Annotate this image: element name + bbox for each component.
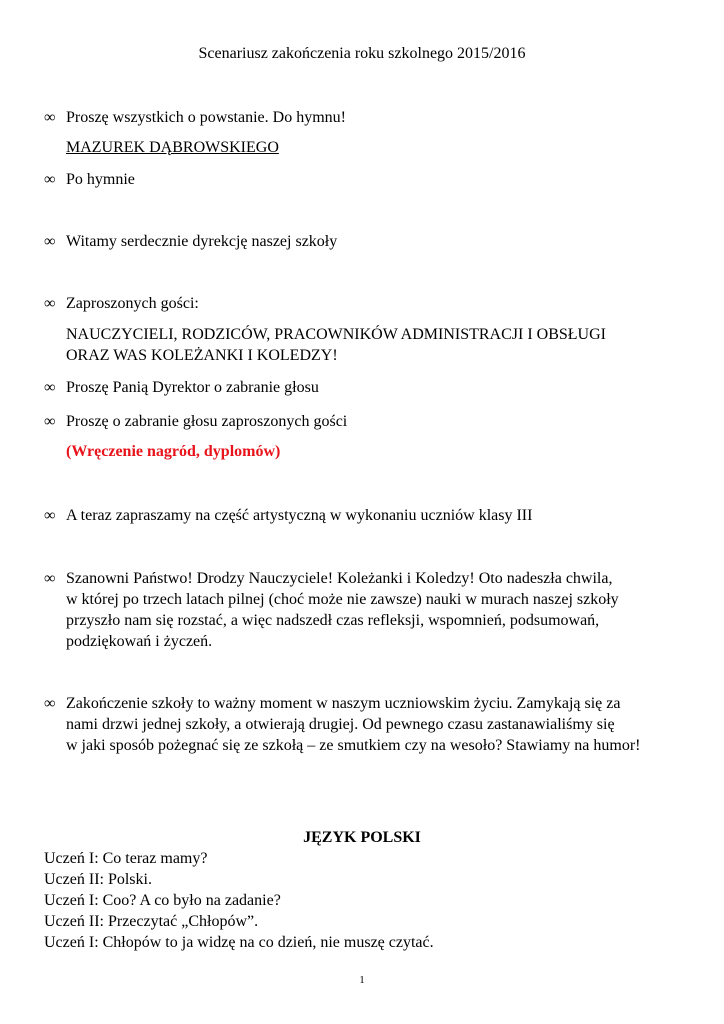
item-after-anthem: Po hymnie — [66, 171, 135, 188]
dialog-line: Uczeń II: Polski. — [44, 871, 152, 888]
guests-line: NAUCZYCIELI, RODZICÓW, PRACOWNIKÓW ADMINISTRACJI I OBSŁUGI — [66, 326, 606, 343]
bullet-icon: ∞ — [44, 233, 56, 250]
item-speech-1: Szanowni Państwo! Drodzy Nauczyciele! Koleżanki i Koledzy! Oto nadeszła chwila, — [66, 570, 613, 587]
item-speech-2: Zakończenie szkoły to ważny moment w naszym uczniowskim życiu. Zamykają się za — [66, 695, 621, 712]
bullet-icon: ∞ — [44, 570, 56, 587]
dialog-line: Uczeń I: Co teraz mamy? — [44, 850, 208, 867]
speech-1-line: w której po trzech latach pilnej (choć może nie zawsze) nauki w murach naszej szkoły — [66, 591, 619, 608]
dialog-line: Uczeń I: Chłopów to ja widzę na co dzień, nie muszę czytać. — [44, 934, 434, 951]
item-guests-speech: Proszę o zabranie głosu zaproszonych gości — [66, 413, 348, 430]
item-director-speech: Proszę Panią Dyrektor o zabranie głosu — [66, 379, 319, 396]
bullet-icon: ∞ — [44, 379, 56, 396]
bullet-icon: ∞ — [44, 171, 56, 188]
bullet-icon: ∞ — [44, 295, 56, 312]
page-number: 1 — [359, 974, 365, 986]
section-heading: JĘZYK POLSKI — [303, 829, 421, 846]
bullet-icon: ∞ — [44, 413, 56, 430]
speech-1-line: przyszło nam się rozstać, a więc nadszedł czas refleksji, wspomnień, podsumowań, — [66, 612, 600, 629]
guests-line: ORAZ WAS KOLEŻANKI I KOLEDZY! — [66, 347, 338, 364]
bullet-icon: ∞ — [44, 695, 56, 712]
speech-1-line: podziękowań i życzeń. — [66, 633, 213, 650]
bullet-icon: ∞ — [44, 109, 56, 126]
anthem-title: MAZUREK DĄBROWSKIEGO — [66, 139, 279, 156]
awards-note: (Wręczenie nagród, dyplomów) — [66, 443, 281, 460]
item-anthem-call: Proszę wszystkich o powstanie. Do hymnu! — [66, 109, 346, 126]
item-welcome-direction: Witamy serdecznie dyrekcję naszej szkoły — [66, 233, 338, 250]
bullet-icon: ∞ — [44, 507, 56, 524]
item-artistic-part: A teraz zapraszamy na część artystyczną w wykonaniu uczniów klasy III — [66, 507, 533, 524]
dialog-line: Uczeń II: Przeczytać „Chłopów”. — [44, 913, 259, 930]
item-invited-guests: Zaproszonych gości: — [66, 295, 199, 312]
dialog-line: Uczeń I: Coo? A co było na zadanie? — [44, 892, 281, 909]
speech-2-line: w jaki sposób pożegnać się ze szkołą – ze smutkiem czy na wesoło? Stawiamy na humor! — [66, 737, 641, 754]
document-title: Scenariusz zakończenia roku szkolnego 2015/2016 — [198, 45, 526, 62]
speech-2-line: nami drzwi jednej szkoły, a otwierają drugiej. Od pewnego czasu zastanawialiśmy się — [66, 716, 615, 733]
